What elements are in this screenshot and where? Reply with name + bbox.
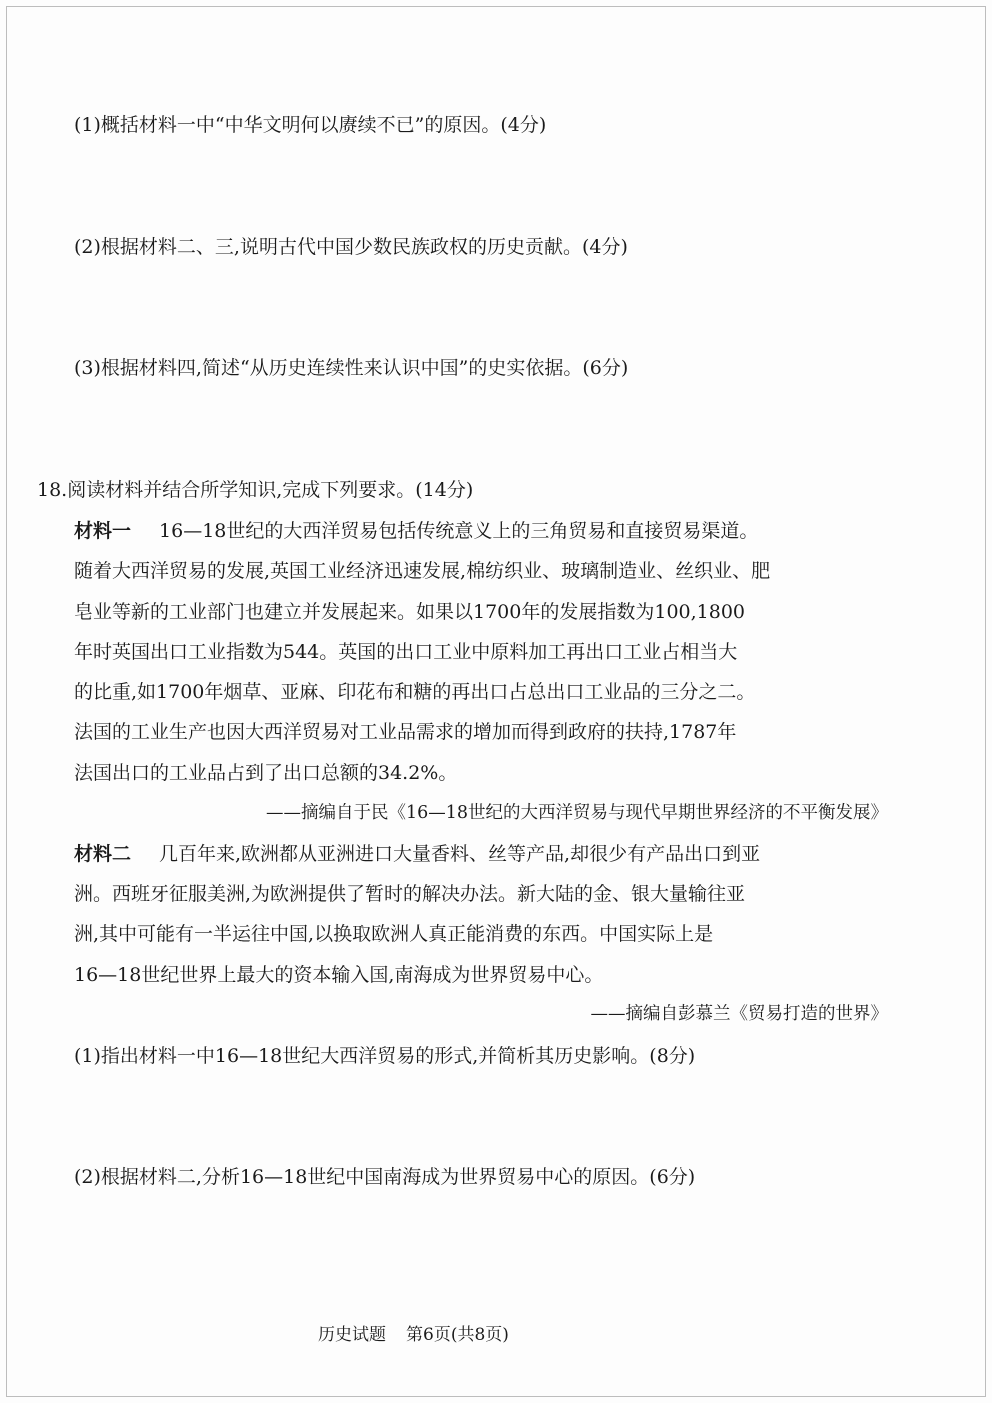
q18-sub2: (2)根据材料二,分析16—18世纪中国南海成为世界贸易中心的原因。(6分) xyxy=(74,1166,696,1188)
material-1-line-1 xyxy=(74,516,886,543)
material-2-line-1 xyxy=(74,839,760,866)
material-1-source: ——摘编自于民《16—18世纪的大西洋贸易与现代早期世界经济的不平衡发展》 xyxy=(265,803,888,823)
footer-subject: 历史试题 xyxy=(318,1325,386,1345)
q17-sub2: (2)根据材料二、三,说明古代中国少数民族政权的历史贡献。(4分) xyxy=(74,236,628,258)
q18-sub1: (1)指出材料一中16—18世纪大西洋贸易的形式,并简析其历史影响。(8分) xyxy=(74,1045,696,1067)
material-1-line-6: 法国的工业生产也因大西洋贸易对工业品需求的增加而得到政府的扶持,1787年 xyxy=(74,721,737,743)
page-footer xyxy=(318,1320,509,1345)
material-2-line-3: 洲,其中可能有一半运往中国,以换取欧洲人真正能消费的东西。中国实际上是 xyxy=(74,923,714,945)
material-1-line-7: 法国出口的工业品占到了出口总额的34.2%。 xyxy=(74,762,458,784)
material-2-text: 几百年来,欧洲都从亚洲进口大量香料、丝等产品,却很少有产品出口到亚 xyxy=(159,843,761,865)
material-2-line-4: 16—18世纪世界上最大的资本输入国,南海成为世界贸易中心。 xyxy=(74,964,604,986)
material-1-line-3: 皂业等新的工业部门也建立并发展起来。如果以1700年的发展指数为100,1800 xyxy=(74,601,746,623)
material-2-label: 材料二 xyxy=(74,843,132,865)
material-1-text: 16—18世纪的大西洋贸易包括传统意义上的三角贸易和直接贸易渠道。 xyxy=(159,520,759,542)
material-1-label: 材料一 xyxy=(74,520,132,542)
q17-sub1: (1)概括材料一中“中华文明何以赓续不已”的原因。(4分) xyxy=(74,114,547,136)
q18-stem: 18.阅读材料并结合所学知识,完成下列要求。(14分) xyxy=(37,479,474,501)
material-1-line-4: 年时英国出口工业指数为544。英国的出口工业中原料加工再出口工业占相当大 xyxy=(74,641,738,663)
material-2-source: ——摘编自彭慕兰《贸易打造的世界》 xyxy=(590,1004,888,1024)
material-1-line-2: 随着大西洋贸易的发展,英国工业经济迅速发展,棉纺织业、玻璃制造业、丝织业、肥 xyxy=(74,560,771,582)
footer-page-number: 第6页(共8页) xyxy=(406,1325,509,1345)
q17-sub3: (3)根据材料四,简述“从历史连续性来认识中国”的史实依据。(6分) xyxy=(74,357,629,379)
material-1-line-5: 的比重,如1700年烟草、亚麻、印花布和糖的再出口占总出口工业品的三分之二。 xyxy=(74,681,756,703)
material-2-line-2: 洲。西班牙征服美洲,为欧洲提供了暂时的解决办法。新大陆的金、银大量输往亚 xyxy=(74,883,746,905)
